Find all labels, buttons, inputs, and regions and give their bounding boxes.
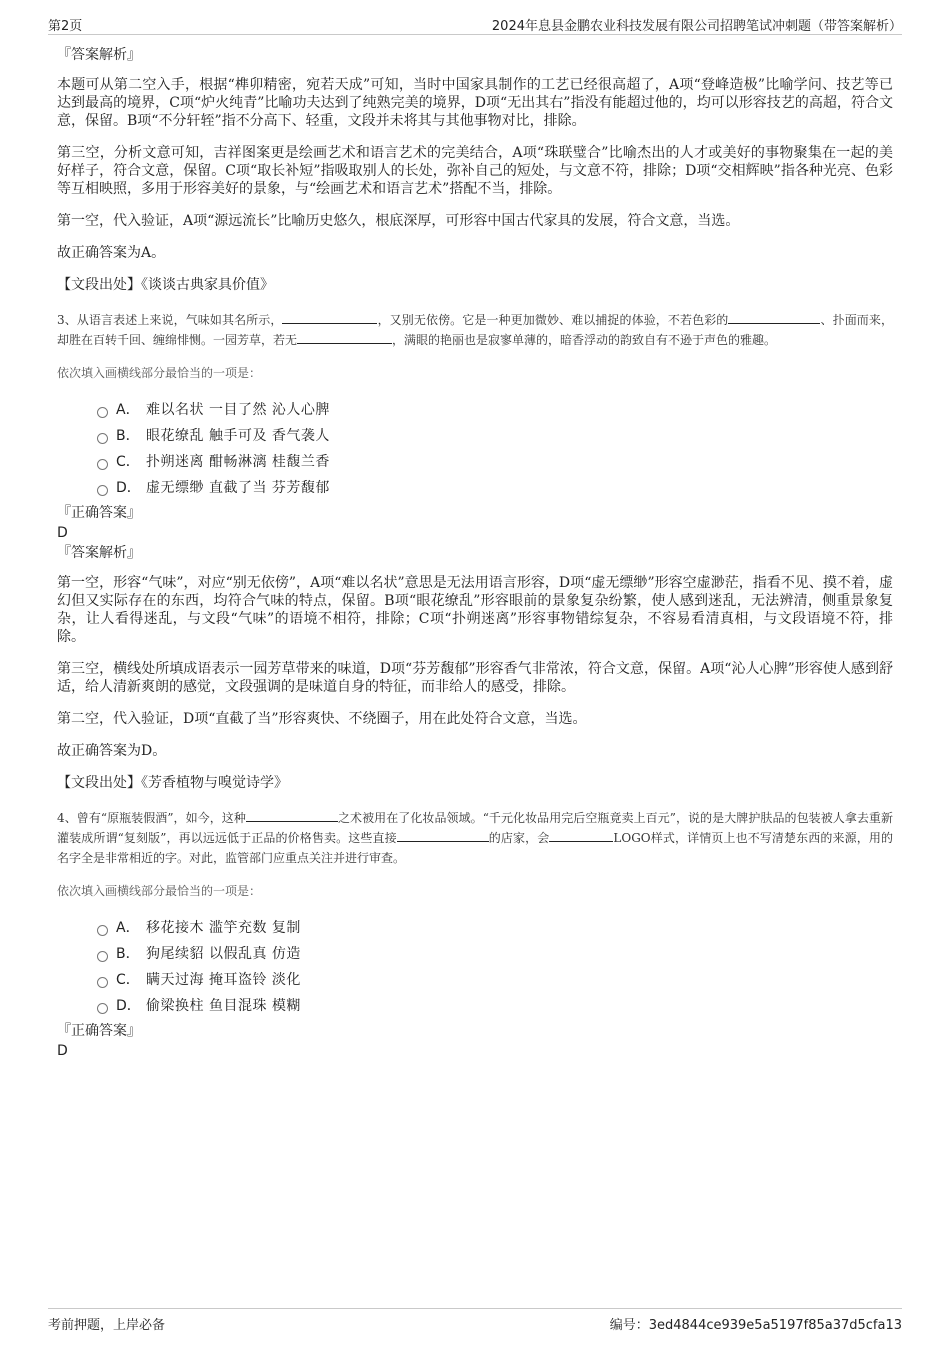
radio-icon[interactable]	[97, 433, 108, 444]
question-3-options	[57, 396, 893, 500]
question-instruction: 依次填入画横线部分最恰当的一项是：	[57, 884, 262, 898]
radio-icon[interactable]	[97, 485, 108, 496]
question-4-text: 4、曾有“原瓶装假酒”，如今，这种 之术被用在了化妆品领域。“千元化妆品用完后空瓶竟卖上百元”，说的是大牌护肤品的包装被人拿去重新灌装成所谓“复刻版”，再以远远低于正品的价格售卖。这些直接 的店家，会 LOGO样式，详情页上也不写清楚东西的来源，用的名字全是非常相近的字。对此，监管部门应重点关注并进行审查。	[57, 811, 893, 865]
option-a[interactable]: A． 移花接木 滥竽充数 复制	[97, 914, 893, 940]
correct-answer-value: D	[57, 525, 68, 541]
analysis-paragraph: 本题可从第二空入手，根据“榫卯精密，宛若天成”可知，当时中国家具制作的工艺已经很高超了，A项“登峰造极”比喻学问、技艺等已达到最高的境界，C项“炉火纯青”比喻功夫达到了纯熟完美的境界，D项“无出其右”指没有能超过他的，均可以形容技艺的高超，符合文意，保留。B项“不分轩轾”指不分高下、轻重，文段并未将其与其他事物对比，排除。	[57, 77, 893, 129]
analysis-paragraph: 第三空，分析文意可知，吉祥图案更是绘画艺术和语言艺术的完美结合，A项“珠联璧合”比喻杰出的人才或美好的事物聚集在一起的美好样子，符合文意，保留。C项“取长补短”指吸取别人的长处，弥补自己的短处，与文意不符，排除；D项“交相辉映”指各种光亮、色彩等互相映照，多用于形容美好的景象，与“绘画艺术和语言艺术”搭配不当，排除。	[57, 145, 893, 197]
page-number: 第2页	[48, 19, 83, 34]
option-b[interactable]: B． 狗尾续貂 以假乱真 仿造	[97, 940, 893, 966]
option-d[interactable]: D． 虚无缥缈 直截了当 芬芳馥郁	[97, 474, 893, 500]
answer-statement: 故正确答案为D。	[57, 743, 167, 759]
correct-answer-label: 『正确答案』	[57, 1023, 141, 1039]
radio-icon[interactable]	[97, 977, 108, 988]
analysis-paragraph: 第二空，代入验证，D项“直截了当”形容爽快、不绕圈子，用在此处符合文意，当选。	[57, 711, 587, 727]
analysis-label: 『答案解析』	[57, 545, 141, 561]
fill-blank	[397, 829, 489, 842]
option-a[interactable]: A． 难以名状 一目了然 沁人心脾	[97, 396, 893, 422]
fill-blank	[549, 829, 613, 842]
question-4-options	[57, 914, 893, 1018]
answer-statement: 故正确答案为A。	[57, 245, 166, 261]
correct-answer-value: D	[57, 1043, 68, 1059]
radio-icon[interactable]	[97, 925, 108, 936]
question-instruction: 依次填入画横线部分最恰当的一项是：	[57, 366, 262, 380]
correct-answer-label: 『正确答案』	[57, 505, 141, 521]
fill-blank	[297, 331, 392, 344]
question-3-text: 3、从语言表述上来说，气味如其名所示， ，又别无依傍。它是一种更加微妙、难以捕捉的体验，不若色彩的 、扑面而来，却胜在百转千回、缠绵悱恻。一园芳草，若无 ，满眼的艳丽也是寂寥单薄的，暗香浮动的韵致自有不逊于声色的雅趣。	[57, 313, 893, 347]
footer-slogan: 考前押题，上岸必备	[48, 1318, 166, 1333]
page-footer	[48, 1308, 902, 1331]
analysis-label: 『答案解析』	[57, 47, 141, 63]
document-body	[57, 46, 893, 1060]
option-c[interactable]: C． 瞒天过海 掩耳盗铃 淡化	[97, 966, 893, 992]
fill-blank	[282, 311, 377, 324]
radio-icon[interactable]	[97, 951, 108, 962]
radio-icon[interactable]	[97, 407, 108, 418]
option-c[interactable]: C． 扑朔迷离 酣畅淋漓 桂馥兰香	[97, 448, 893, 474]
analysis-paragraph: 第三空，横线处所填成语表示一园芳草带来的味道，D项“芬芳馥郁”形容香气非常浓，符合文意，保留。A项“沁人心脾”形容使人感到舒适，给人清新爽朗的感觉，文段强调的是味道自身的特征，而非给人的感受，排除。	[57, 661, 893, 695]
page-header	[48, 14, 902, 35]
analysis-paragraph: 第一空，形容“气味”，对应“别无依傍”，A项“难以名状”意思是无法用语言形容，D项“虚无缥缈”形容空虚渺茫，指看不见、摸不着，虚幻但又实际存在的东西，均符合气味的特点，保留。B项“眼花缭乱”形容眼前的景象复杂纷繁，使人感到迷乱，无法辨清，侧重景象复杂，让人看得迷乱，与文段“气味”的语境不相符，排除；C项“扑朔迷离”形容事物错综复杂，不容易看清真相，与文段语境不符，排除。	[57, 575, 893, 645]
document-code: 编号：3ed4844ce939e5a5197f85a37d5cfa13	[609, 1318, 902, 1333]
source-citation: 【文段出处】《芳香植物与嗅觉诗学》	[57, 775, 288, 791]
radio-icon[interactable]	[97, 1003, 108, 1014]
option-d[interactable]: D． 偷梁换柱 鱼目混珠 模糊	[97, 992, 893, 1018]
document-title: 2024年息县金鹏农业科技发展有限公司招聘笔试冲刺题（带答案解析）	[491, 19, 902, 34]
radio-icon[interactable]	[97, 459, 108, 470]
fill-blank	[728, 311, 820, 324]
analysis-paragraph: 第一空，代入验证，A项“源远流长”比喻历史悠久，根底深厚，可形容中国古代家具的发展，符合文意，当选。	[57, 213, 740, 229]
source-citation: 【文段出处】《谈谈古典家具价值》	[57, 277, 274, 293]
fill-blank	[246, 809, 338, 822]
option-b[interactable]: B． 眼花缭乱 触手可及 香气袭人	[97, 422, 893, 448]
